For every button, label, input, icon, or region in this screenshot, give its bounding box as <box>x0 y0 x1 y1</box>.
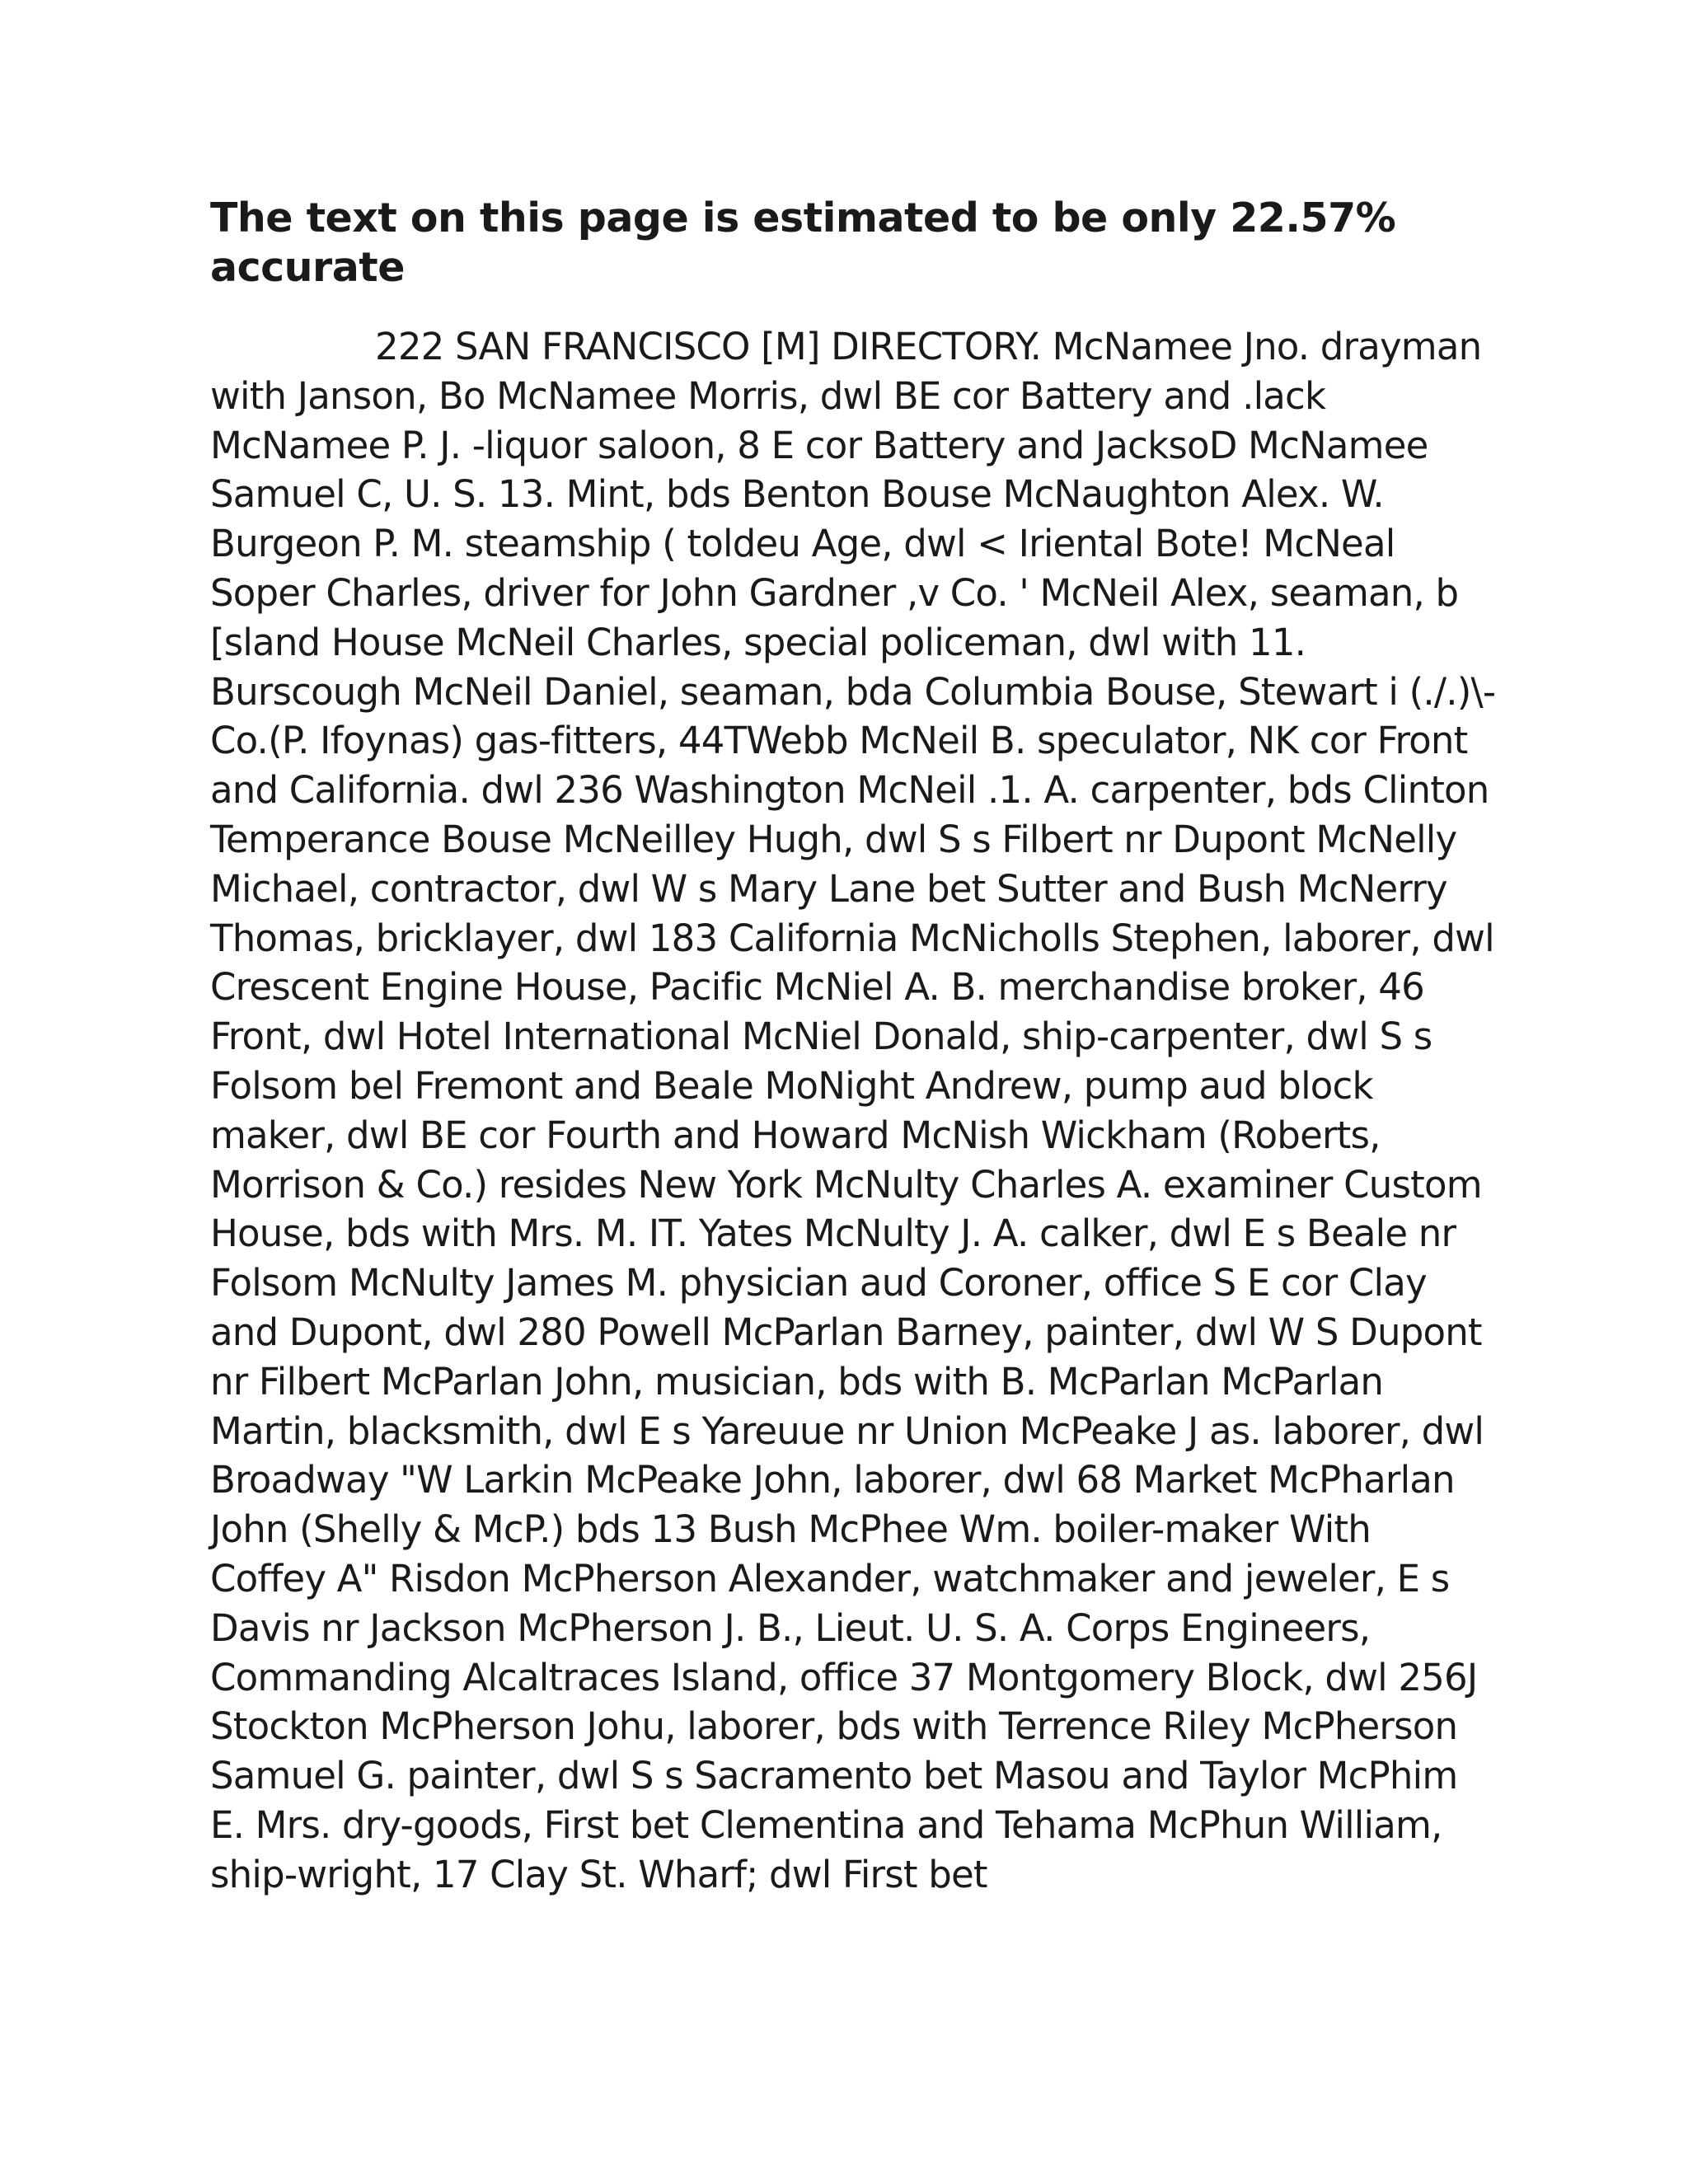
document-page <box>210 194 1496 1900</box>
ocr-body-text: 222 SAN FRANCISCO [M] DIRECTORY. McNamee Jno. drayman with Janson, Bo McNamee Morris, dwl BE cor Battery and .lack McNamee P. J. -liquor saloon, 8 E cor Battery and JacksoD McNamee Samuel C, U. S. 13. Mint, bds Benton Bouse McNaughton Alex. W. Burgeon P. M. steamship ( toldeu Age, dwl < Iriental Bote! McNeal Soper Charles, driver for John Gardner ,v Co. ' McNeil Alex, seaman, b [sland House McNeil Charles, special policeman, dwl with 11. Burscough McNeil Daniel, seaman, bda Columbia Bouse, Stewart i (./.)\- Co.(P. Ifoynas) gas-fitters, 44TWebb McNeil B. speculator, NK cor Front and California. dwl 236 Washington McNeil .1. A. carpenter, bds Clinton Temperance Bouse McNeilley Hugh, dwl S s Filbert nr Dupont McNelly Michael, contractor, dwl W s Mary Lane bet Sutter and Bush McNerry Thomas, bricklayer, dwl 183 California McNicholls Stephen, laborer, dwl Crescent Engine House, Pacific McNiel A. B. merchandise broker, 46 Front, dwl Hotel International McNiel Donald, ship-carpenter, dwl S s Folsom bel Fremont and Beale MoNight Andrew, pump aud block maker, dwl BE cor Fourth and Howard McNish Wickham (Roberts, Morrison & Co.) resides New York McNulty Charles A. examiner Custom House, bds with Mrs. M. IT. Yates McNulty J. A. calker, dwl E s Beale nr Folsom McNulty James M. physician aud Coroner, office S E cor Clay and Dupont, dwl 280 Powell McParlan Barney, painter, dwl W S Dupont nr Filbert McParlan John, musician, bds with B. McParlan McParlan Martin, blacksmith, dwl E s Yareuue nr Union McPeake J as. laborer, dwl Broadway "W Larkin McPeake John, laborer, dwl 68 Market McPharlan John (Shelly & McP.) bds 13 Bush McPhee Wm. boiler-maker With Coffey A" Risdon McPherson Alexander, watchmaker and jeweler, E s Davis nr Jackson McPherson J. B., Lieut. U. S. A. Corps Engineers, Commanding Alcaltraces Island, office 37 Montgomery Block, dwl 256J Stockton McPherson Johu, laborer, bds with Terrence Riley McPherson Samuel G. painter, dwl S s Sacramento bet Masou and Taylor McPhim E. Mrs. dry-goods, First bet Clementina and Tehama McPhun William, ship-wright, 17 Clay St. Wharf; dwl First bet <box>210 325 1496 1896</box>
accuracy-heading: The text on this page is estimated to be only 22.57% accurate <box>210 194 1396 291</box>
